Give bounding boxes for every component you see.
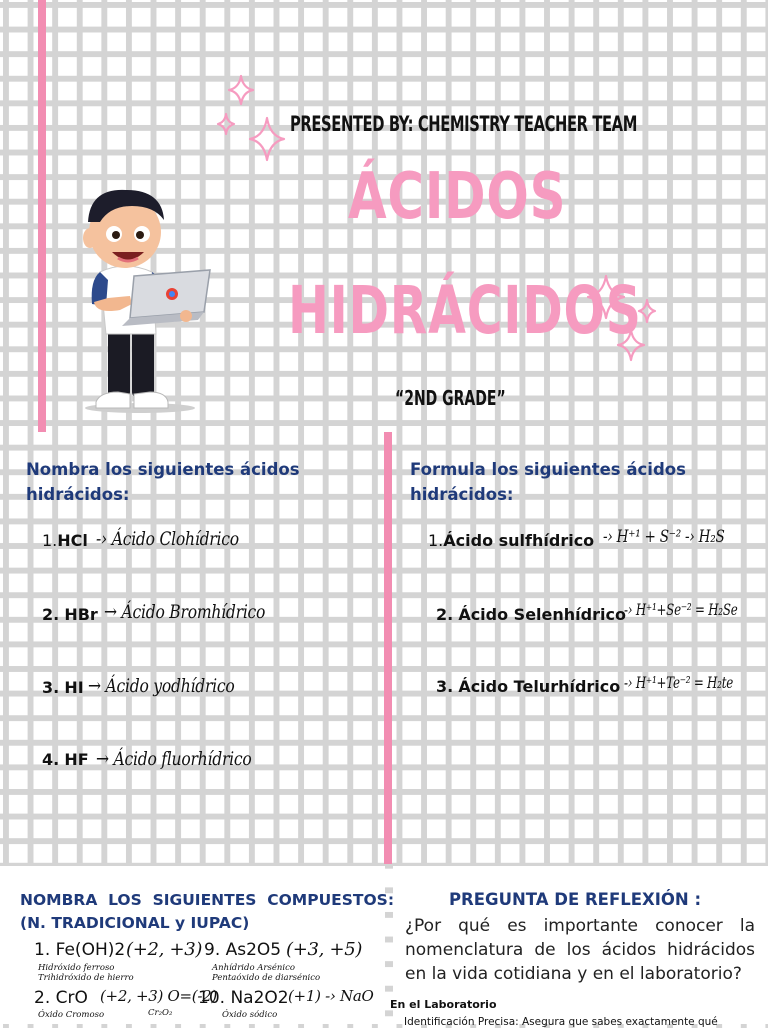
right-answer-1: -› H⁺¹ + S⁻² -› H₂S [603, 527, 725, 547]
compound-item-1-handwriting: (+2, +3) [126, 939, 203, 960]
sparkle-icon [229, 76, 253, 104]
left-answer-1: -› Ácido Clohídrico [96, 528, 239, 550]
compound-item-9-note-1: Anhídrido Arsénico [212, 963, 295, 973]
sparkle-icon [250, 118, 284, 160]
item-name: Ácido Selenhídrico [458, 605, 626, 624]
left-answer-2: → Ácido Bromhídrico [104, 601, 266, 623]
compound-item-10: 10. Na2O2 [198, 988, 289, 1008]
grade-label: “2ND GRADE” [395, 386, 506, 410]
page-title-line1: ÁCIDOS [348, 160, 567, 234]
presented-by-text: PRESENTED BY: CHEMISTRY TEACHER TEAM [290, 112, 637, 136]
compound-item-2-handwriting: (+2, +3) O=(-2) [100, 987, 217, 1005]
compound-item-2-note-1: Óxido Cromoso [38, 1010, 105, 1020]
compound-item-10-handwriting: (+1) -› NaO [288, 987, 374, 1005]
compound-item-10-note-1: Óxido sódico [222, 1010, 278, 1020]
right-item-3 [436, 677, 620, 696]
item-formula: HCl [57, 531, 88, 550]
compounds-heading-line1: NOMBRA LOS SIGUIENTES COMPUESTOS: [20, 891, 395, 909]
item-number: 2. [42, 605, 60, 624]
student-laptop-illustration [70, 180, 220, 415]
compound-item-2-sub: Cr₂O₂ [148, 1008, 173, 1018]
right-item-2 [436, 605, 626, 624]
left-item-4 [42, 750, 89, 769]
compound-item-9-handwriting: (+3, +5) [286, 939, 363, 960]
compound-item-1-note-2: Trihidróxido de hierro [38, 973, 134, 983]
left-answer-4: → Ácido fluorhídrico [96, 748, 252, 770]
left-item-2 [42, 605, 98, 624]
right-answer-2: -› H⁺¹+Se⁻² = H₂Se [624, 600, 738, 619]
left-section-heading: Nombra los siguientes ácidos hidrácidos: [26, 460, 300, 504]
compound-item-1: 1. Fe(OH)2 [34, 940, 126, 960]
compound-item-9: 9. As2O5 [204, 940, 282, 960]
right-item-1 [428, 531, 594, 550]
item-number: 3. [42, 678, 60, 697]
item-formula: HBr [64, 605, 98, 624]
item-number: 3. [436, 677, 454, 696]
item-number: 2. [436, 605, 454, 624]
page-title-line2: HIDRÁCIDOS [288, 272, 642, 349]
pink-divider-line [384, 432, 392, 864]
left-item-3 [42, 678, 84, 697]
compound-item-9-note-2: Pentaóxido de diarsénico [212, 973, 321, 983]
lab-label: En el Laboratorio [390, 998, 497, 1011]
left-answer-3: → Ácido yodhídrico [88, 675, 235, 697]
lab-text: Identificación Precisa: Asegura que sabes exactamente qué [404, 1016, 718, 1028]
compounds-heading-line2: (N. TRADICIONAL y IUPAC) [20, 914, 250, 932]
right-section-heading: Formula los siguientes ácidos hidrácidos: [410, 460, 686, 504]
item-number: 1. [42, 531, 58, 550]
compound-item-2: 2. CrO [34, 988, 88, 1008]
reflection-heading: PREGUNTA DE REFLEXIÓN : [448, 890, 702, 909]
item-name: Ácido sulfhídrico [443, 531, 595, 550]
compound-item-1-note-1: Hidróxido ferroso [38, 963, 115, 973]
right-answer-3: -› H⁺¹+Te⁻² = H₂te [624, 673, 734, 692]
item-number: 4. [42, 750, 60, 769]
item-formula: HI [64, 678, 84, 697]
left-item-1 [42, 531, 88, 550]
item-name: Ácido Telurhídrico [458, 677, 621, 696]
sparkle-icon [218, 114, 234, 134]
item-number: 1. [428, 531, 444, 550]
reflection-question: ¿Por qué es importante conocer la nomenclatura de los ácidos hidrácidos en la vida cotidiana y en el laboratorio? [405, 916, 755, 984]
item-formula: HF [64, 750, 89, 769]
